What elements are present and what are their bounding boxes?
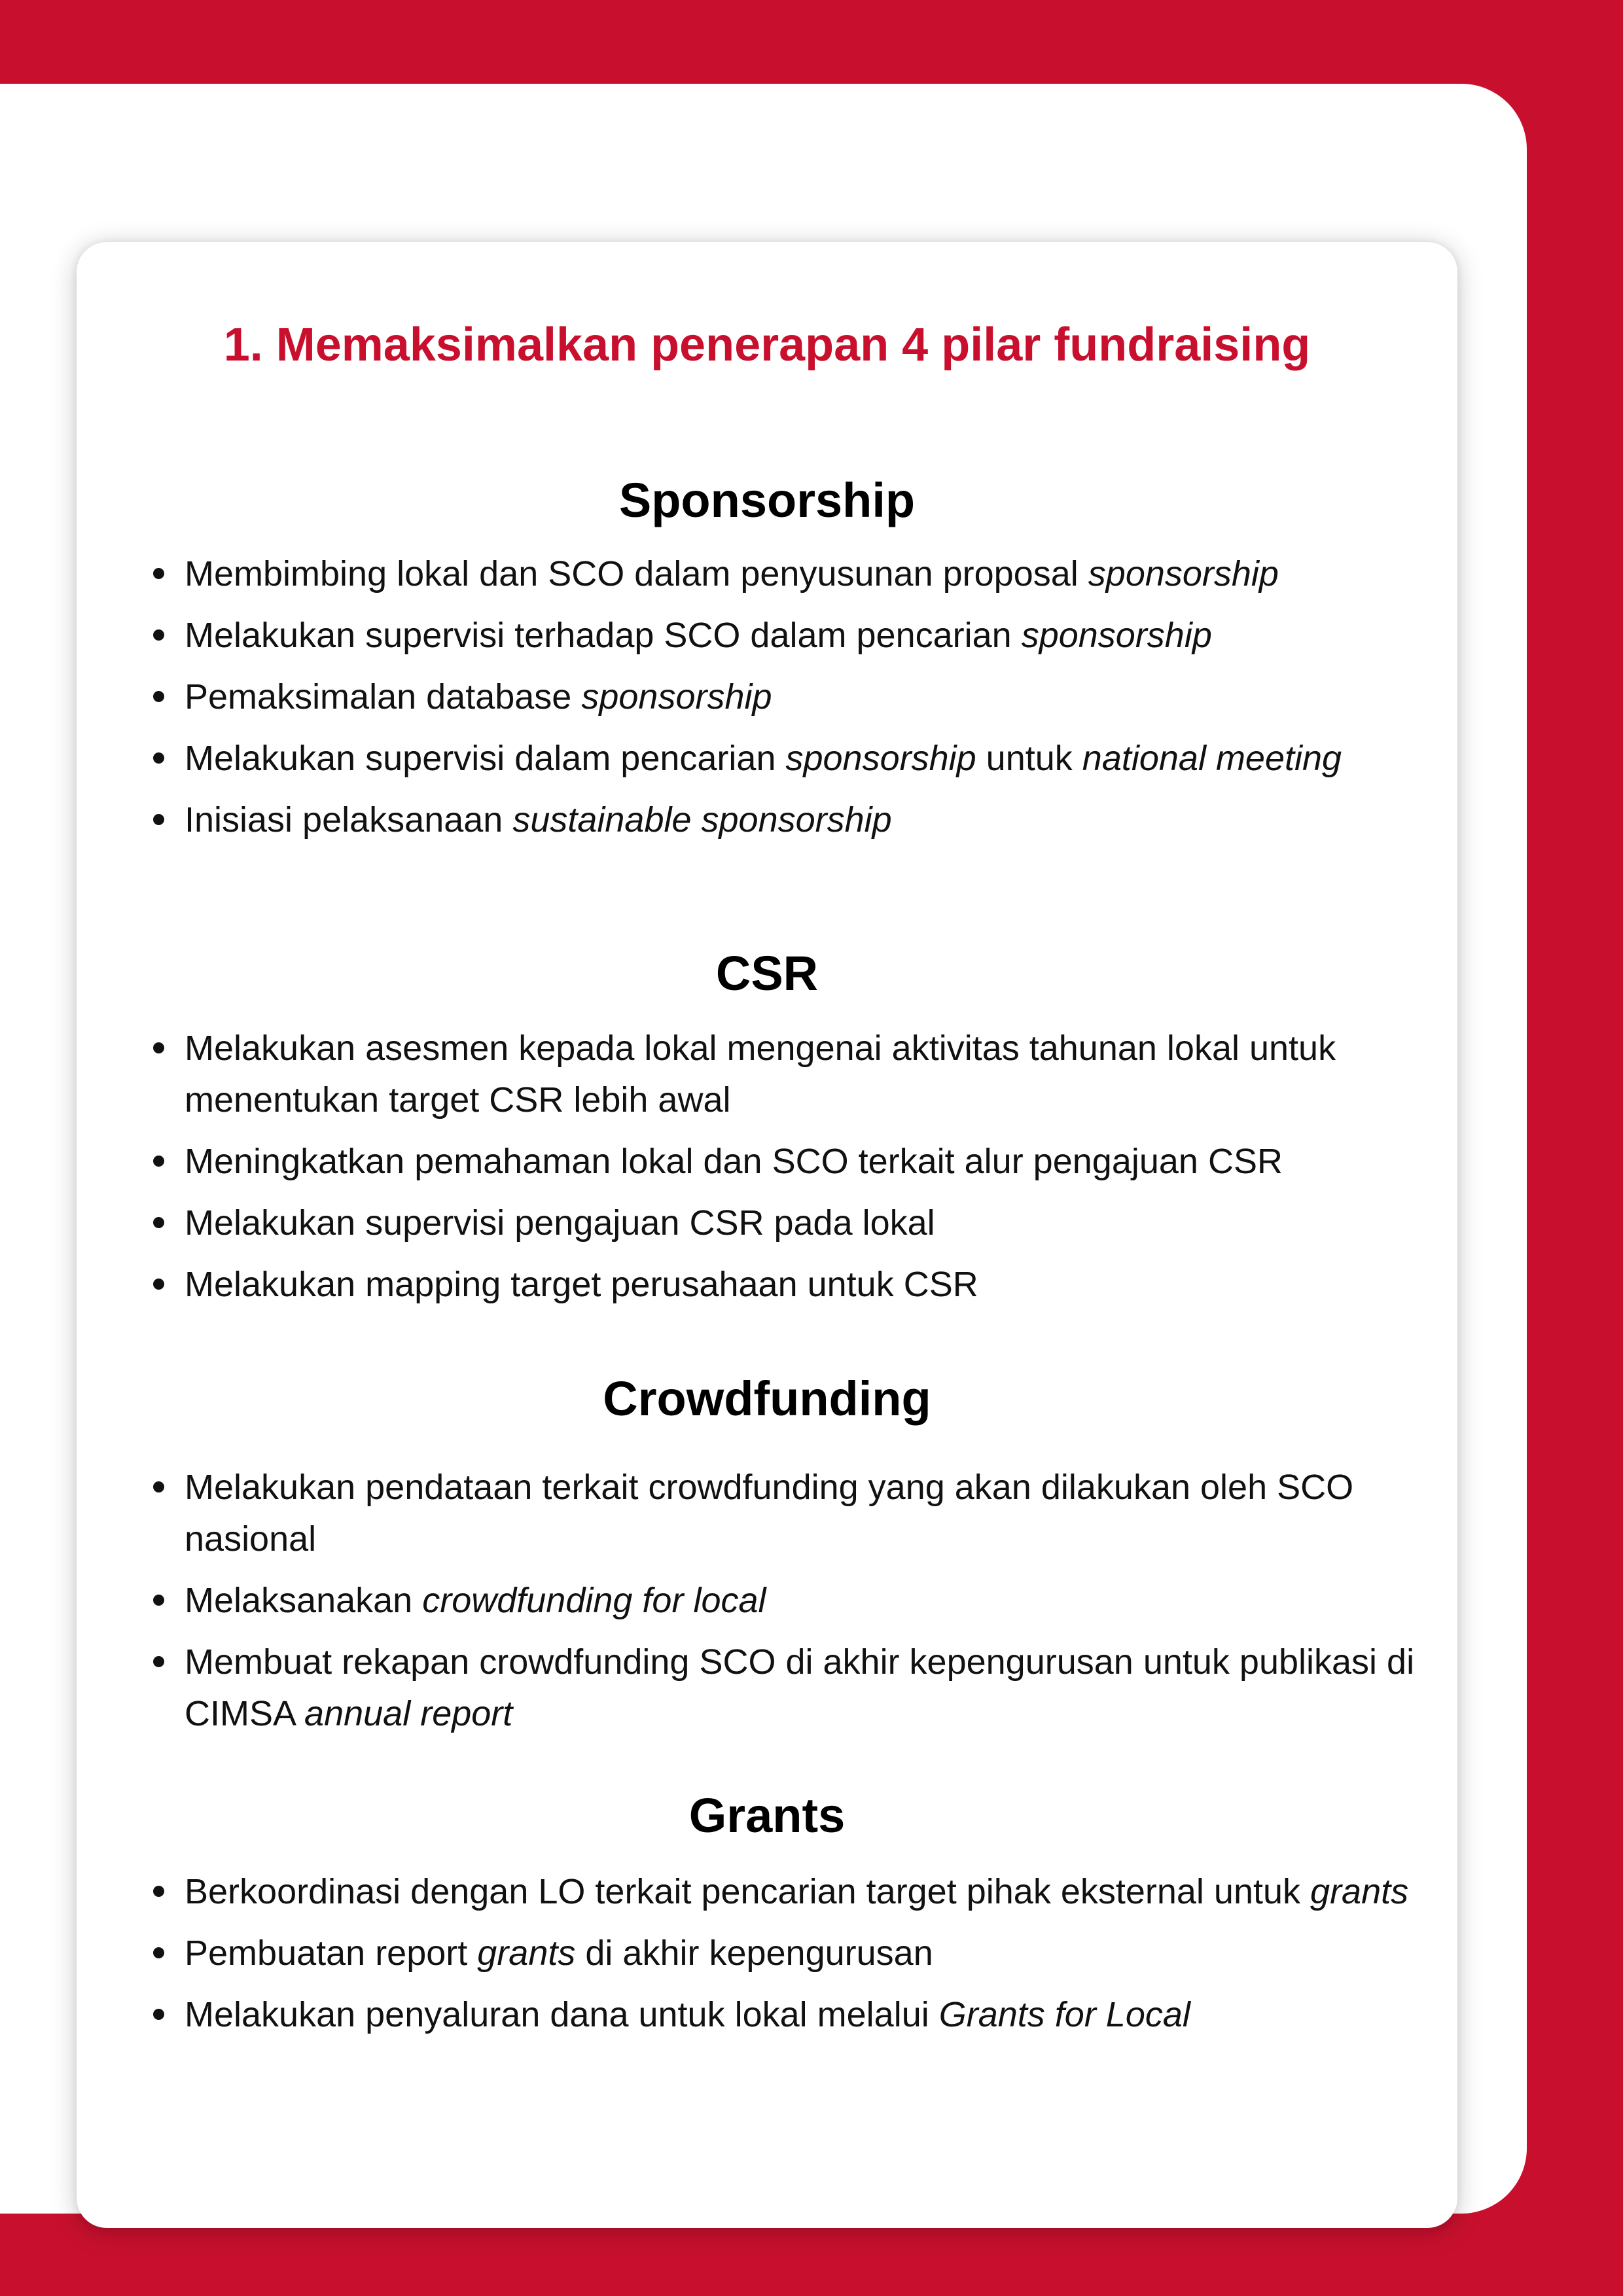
- list-item: Melakukan mapping target perusahaan untuk CSR: [185, 1259, 1461, 1311]
- list-grants: [185, 1866, 1461, 2051]
- list-item: Melakukan asesmen kepada lokal mengenai aktivitas tahunan lokal untuk menentukan target CSR lebih awal: [185, 1023, 1461, 1126]
- list-item: Inisiasi pelaksanaan sustainable sponsorship: [185, 794, 1461, 846]
- list-item: Melakukan supervisi pengajuan CSR pada lokal: [185, 1197, 1461, 1249]
- list-item: Membuat rekapan crowdfunding SCO di akhir kepengurusan untuk publikasi di CIMSA annual report: [185, 1636, 1461, 1740]
- content-card: [77, 242, 1457, 2228]
- list-item: Melakukan supervisi terhadap SCO dalam pencarian sponsorship: [185, 610, 1461, 662]
- list-item: Meningkatkan pemahaman lokal dan SCO terkait alur pengajuan CSR: [185, 1136, 1461, 1188]
- heading-csr: CSR: [715, 946, 819, 1000]
- heading-grants: Grants: [688, 1788, 846, 1843]
- white-panel: [0, 84, 1527, 2214]
- list-sponsorship: [185, 548, 1461, 856]
- list-item: Membimbing lokal dan SCO dalam penyusunan proposal sponsorship: [185, 548, 1461, 600]
- heading-sponsorship: Sponsorship: [618, 473, 916, 527]
- list-csr: [185, 1023, 1461, 1320]
- page-title: 1. Memaksimalkan penerapan 4 pilar fundraising: [223, 319, 1311, 371]
- list-crowdfunding: [185, 1462, 1461, 1750]
- list-item: Melakukan supervisi dalam pencarian sponsorship untuk national meeting: [185, 733, 1461, 785]
- list-item: Melakukan penyaluran dana untuk lokal melalui Grants for Local: [185, 1989, 1461, 2041]
- list-item: Berkoordinasi dengan LO terkait pencarian target pihak eksternal untuk grants: [185, 1866, 1461, 1918]
- list-item: Pembuatan report grants di akhir kepengurusan: [185, 1928, 1461, 1979]
- list-item: Melaksanakan crowdfunding for local: [185, 1575, 1461, 1627]
- list-item: Pemaksimalan database sponsorship: [185, 671, 1461, 723]
- heading-crowdfunding: Crowdfunding: [603, 1371, 931, 1426]
- list-item: Melakukan pendataan terkait crowdfunding yang akan dilakukan oleh SCO nasional: [185, 1462, 1461, 1565]
